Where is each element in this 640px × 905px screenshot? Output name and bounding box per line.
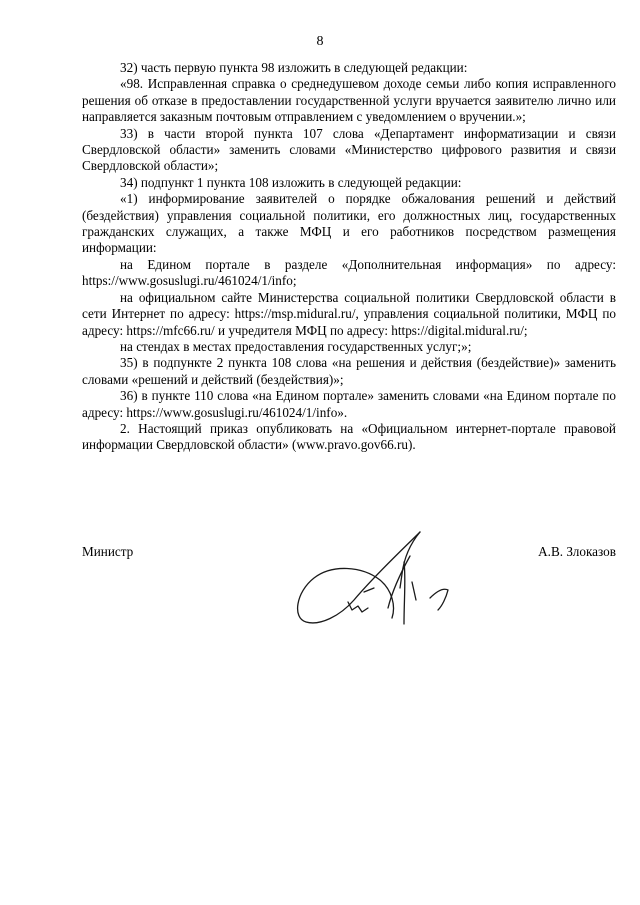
signer-name: А.В. Злоказов <box>538 544 616 559</box>
paragraph-quote-subitem-1: «1) информирование заявителей о порядке обжалования решений и действий (бездействия) управления социальной политики, его должностных лиц, государственных гражданских служащих, а также МФЦ и его работников посредством размещения информации: <box>82 191 616 256</box>
paragraph-publication: 2. Настоящий приказ опубликовать на «Официальном интернет-портале правовой информации Свердловской области» (www.pravo.gov66.ru). <box>82 420 616 453</box>
paragraph-item-36: 36) в пункте 110 слова «на Едином портале» заменить словами «на Едином портале по адресу: https://www.gosuslugi.ru/461024/1/info». <box>82 388 616 420</box>
handwritten-signature <box>292 518 478 638</box>
paragraph-item-35: 35) в подпункте 2 пункта 108 слова «на решения и действия (бездействие)» заменить словами «решений и действий (бездействия)»; <box>82 355 616 387</box>
document-body <box>82 60 616 454</box>
paragraph-item-32: 32) часть первую пункта 98 изложить в следующей редакции: <box>120 60 468 75</box>
paragraph-stands: на стендах в местах предоставления государственных услуг;»; <box>120 338 472 354</box>
paragraph-unified-portal: на Едином портале в разделе «Дополнительная информация» по адресу: https://www.gosuslugi.ru/461024/1/info; <box>82 256 616 289</box>
paragraph-official-site: на официальном сайте Министерства социальной политики Свердловской области в сети Интернет по адресу: https://msp.midural.ru/, управления социальной политики, МФЦ по адресу: https://mfc66.ru/ и учредителя МФЦ по адресу: https://digital.midural.ru/; <box>82 289 616 338</box>
paragraph-item-33: 33) в части второй пункта 107 слова «Департамент информатизации и связи Свердловской области» заменить словами «Министерство цифрового развития и связи Свердловской области»; <box>82 125 616 174</box>
paragraph-quote-98: «98. Исправленная справка о среднедушевом доходе семьи либо копия исправленного решения об отказе в предоставлении государственной услуги вручается заявителю лично или направляется заказным почтовым отправлением с уведомлением о вручении.»; <box>82 76 616 125</box>
page-number: 8 <box>316 34 324 49</box>
signer-title: Министр <box>82 544 134 559</box>
paragraph-item-34: 34) подпункт 1 пункта 108 изложить в следующей редакции: <box>120 174 462 190</box>
